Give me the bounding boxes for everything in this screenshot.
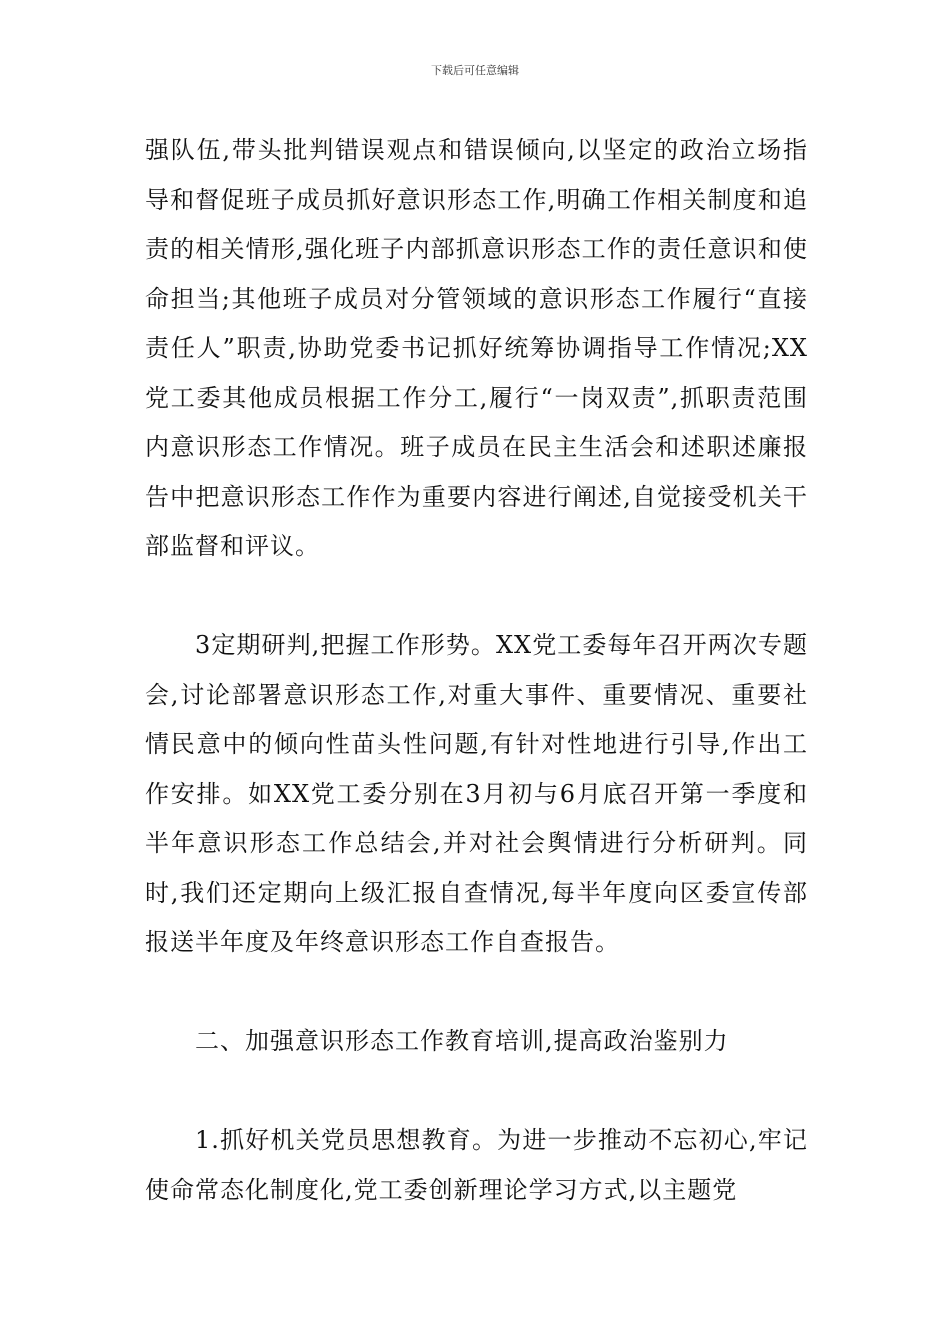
paragraph-party-education: 1.抓好机关党员思想教育。为进一步推动不忘初心,牢记使命常态化制度化,党工委创新理论学习方式,以主题党 xyxy=(145,1126,808,1204)
page-header: 下载后可任意编辑 xyxy=(431,64,519,77)
document-body xyxy=(145,126,808,1215)
paragraph-regular-analysis: 3定期研判,把握工作形势。XX党工委每年召开两次专题会,讨论部署意识形态工作,对重大事件、重要情况、重要社情民意中的倾向性苗头性问题,有针对性地进行引导,作出工作安排。如XX党工委分别在3月初与6月底召开第一季度和半年意识形态工作总结会,并对社会舆情进行分析研判。同时,我们还定期向上级汇报自查情况,每半年度向区委宣传部报送半年度及年终意识形态工作自查报告。 xyxy=(145,631,808,956)
paragraph-continuation: 强队伍,带头批判错误观点和错误倾向,以坚定的政治立场指导和督促班子成员抓好意识形态工作,明确工作相关制度和追责的相关情形,强化班子内部抓意识形态工作的责任意识和使命担当;其他班子成员对分管领域的意识形态工作履行“直接责任人”职责,协助党委书记抓好统筹协调指导工作情况;XX党工委其他成员根据工作分工,履行“一岗双责”,抓职责范围内意识形态工作情况。班子成员在民主生活会和述职述廉报告中把意识形态工作作为重要内容进行阐述,自觉接受机关干部监督和评议。 xyxy=(145,136,808,560)
section-heading-training: 二、加强意识形态工作教育培训,提高政治鉴别力 xyxy=(195,1027,729,1055)
